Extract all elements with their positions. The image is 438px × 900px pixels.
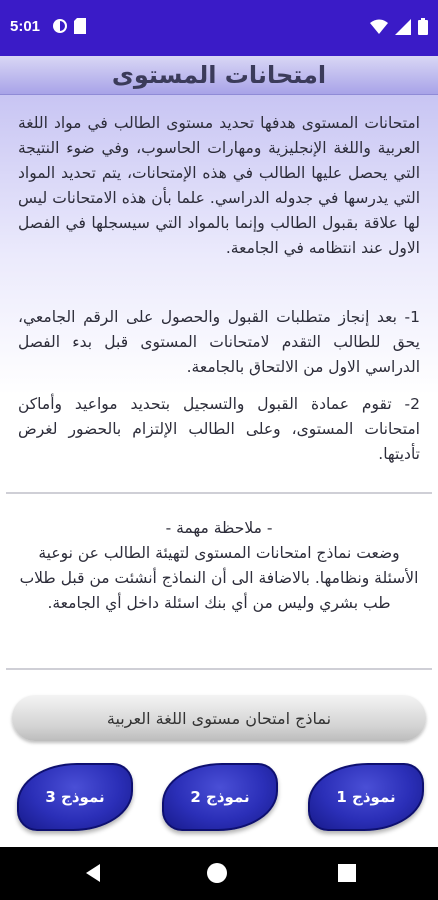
button-label: نموذج 2 — [190, 788, 250, 806]
home-icon[interactable] — [206, 862, 228, 888]
page-title: امتحانات المستوى — [111, 61, 327, 89]
signal-icon — [395, 19, 411, 39]
arabic-model-1-button[interactable] — [308, 763, 424, 831]
divider — [6, 492, 432, 494]
rule-paragraph-2: 2- تقوم عمادة القبول والتسجيل بتحديد مواعيد وأماكن امتحانات المستوى، وعلى الطالب الإلتزام بالحضور لغرض تأديتها. — [18, 395, 420, 463]
divider — [6, 668, 432, 670]
title-bar — [0, 56, 438, 95]
sd-card-icon — [74, 18, 86, 38]
privacy-indicator-icon — [52, 18, 68, 38]
status-bar — [0, 0, 438, 56]
recent-apps-icon[interactable] — [338, 864, 356, 886]
rule-paragraph-1: 1- بعد إنجاز متطلبات القبول والحصول على الرقم الجامعي، يحق للطالب التقدم لامتحانات المستوى قبل بدء الفصل الدراسي الاول من الالتحاق بالجامعة. — [18, 308, 420, 376]
arabic-model-2-button[interactable] — [162, 763, 278, 831]
arabic-section-title: نماذج امتحان مستوى اللغة العربية — [106, 708, 332, 728]
button-label: نموذج 1 — [336, 788, 396, 806]
status-right-icons — [370, 18, 428, 39]
arabic-model-3-button[interactable] — [17, 763, 133, 831]
wifi-icon — [370, 19, 388, 39]
content-scroll-area[interactable] — [0, 95, 438, 847]
arabic-section-header — [12, 695, 426, 741]
battery-icon — [418, 18, 428, 39]
status-time: 5:01 — [10, 18, 41, 35]
note-title: - ملاحظة مهمة - — [165, 519, 273, 537]
note-body: وضعت نماذج امتحانات المستوى لتهيئة الطالب عن نوعية الأسئلة ونظامها. بالاضافة الى أن النماذج أنشئت من قبل طلاب طب بشري وليس من أي بنك اسئلة داخل أي الجامعة. — [19, 544, 419, 612]
button-label: نموذج 3 — [45, 788, 105, 806]
navigation-bar — [0, 847, 438, 900]
back-icon[interactable] — [84, 863, 102, 887]
intro-paragraph: امتحانات المستوى هدفها تحديد مستوى الطالب في مواد اللغة العربية واللغة الإنجليزية ومهارات الحاسوب، وفي ضوء النتيجة التي يحصل عليها الطالب في هذه الإمتحانات، يتم تحديد المواد التي يدرسها في جدوله الدراسي. علما بأن هذه الامتحانات ليس لها علاقة بقبول الطالب وإنما بالمواد التي سيسجلها في الفصل الاول عند انتظامه في الجامعة. — [18, 114, 420, 257]
